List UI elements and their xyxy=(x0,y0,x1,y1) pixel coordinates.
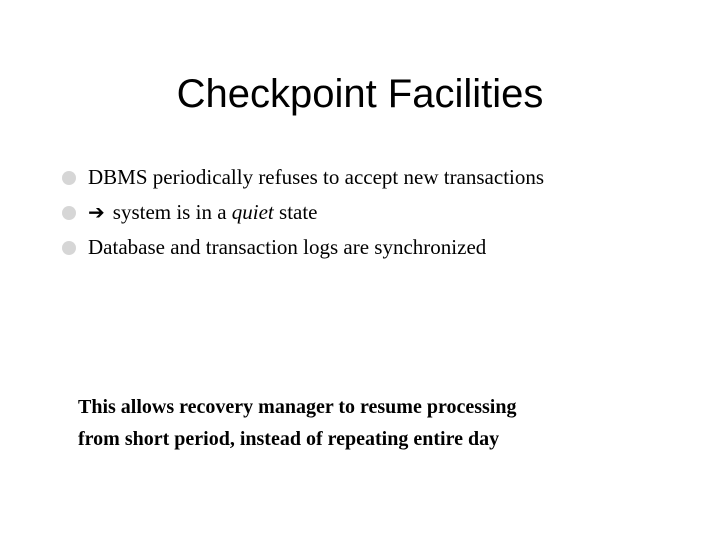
bullet-text xyxy=(113,200,318,225)
bullet-text: DBMS periodically refuses to accept new transactions xyxy=(88,165,545,189)
bullet-item-1 xyxy=(62,160,544,195)
bullet-item-2 xyxy=(62,195,544,230)
bullet-text-prefix: system is in a xyxy=(112,200,232,224)
bullet-dot-icon xyxy=(62,206,76,220)
bullet-list xyxy=(62,160,544,265)
note-text xyxy=(78,391,678,455)
bullet-dot-icon xyxy=(62,241,76,255)
bullet-text-suffix: state xyxy=(273,200,318,224)
note-line: This allows recovery manager to resume processing xyxy=(78,396,517,418)
bullet-item-3 xyxy=(62,230,544,265)
slide-title: Checkpoint Facilities xyxy=(176,72,544,116)
emphasized-word: quiet xyxy=(231,200,274,224)
note-line: from short period, instead of repeating entire day xyxy=(78,428,500,450)
right-arrow-icon: ➔ xyxy=(88,201,105,224)
bullet-dot-icon xyxy=(62,171,76,185)
bullet-text: Database and transaction logs are synchronized xyxy=(88,235,487,259)
